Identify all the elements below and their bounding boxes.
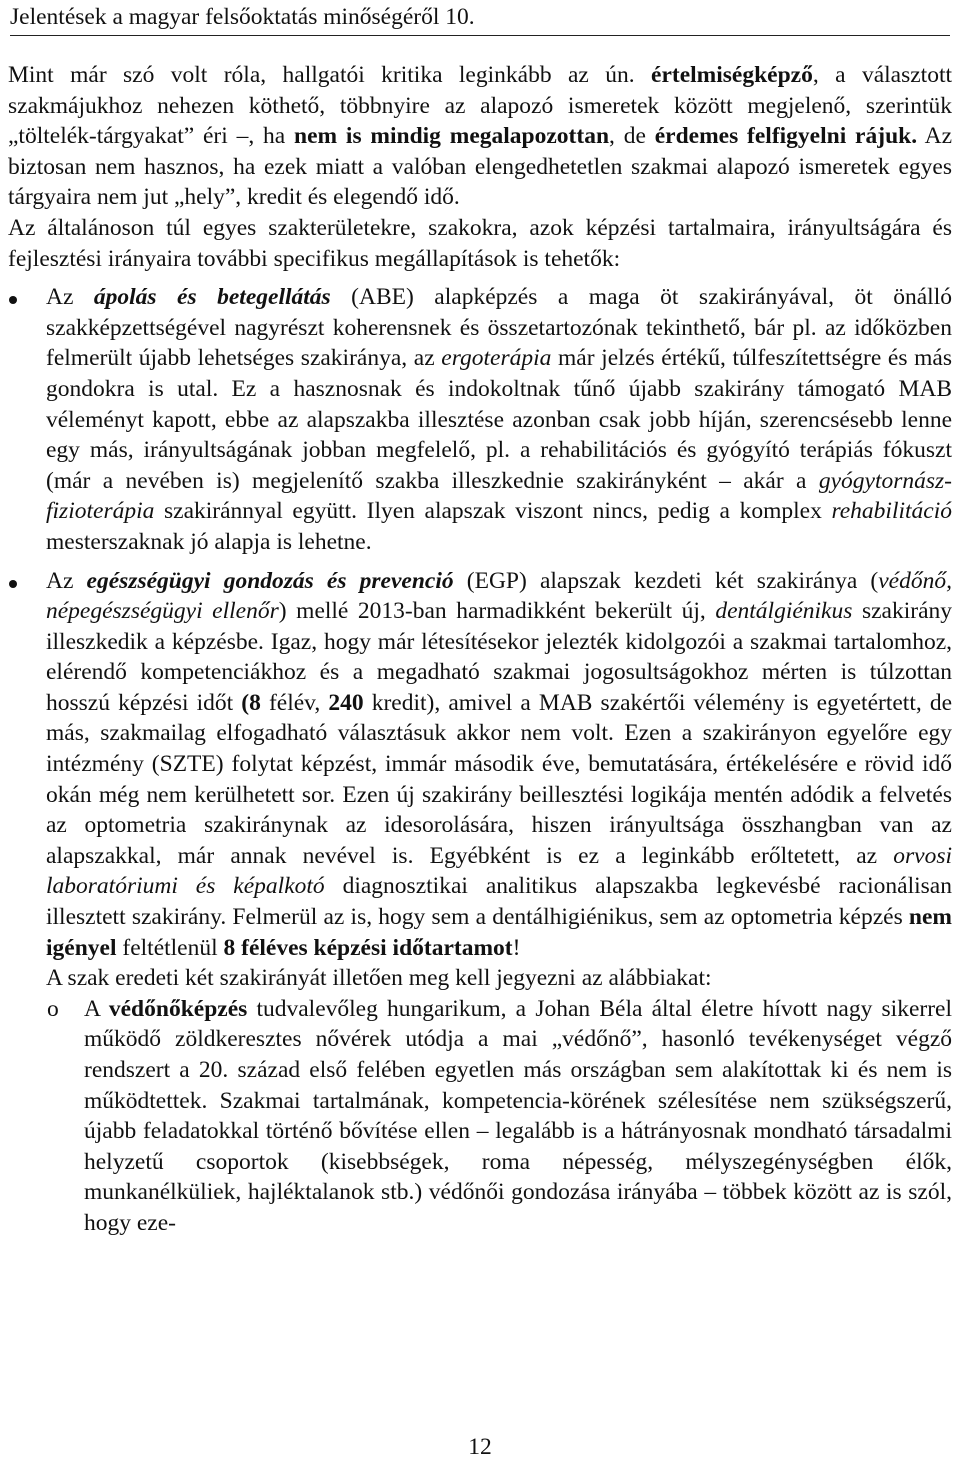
bullet-item-abe bbox=[8, 282, 952, 557]
sub-bullet-item-vedono bbox=[46, 994, 952, 1239]
bullet-text bbox=[46, 282, 952, 557]
bullet-text bbox=[46, 566, 952, 964]
italic-run: rehabilitáció bbox=[831, 498, 952, 525]
bold-run: értelmiségképző bbox=[651, 62, 813, 88]
text-run: ) mellé 2013-ban harmadikként bekerült új, bbox=[278, 598, 716, 625]
text-run: kredit), amivel a MAB szakértői vélemény is egyetértett, de más, szakmailag elfogadható választásuk akkor nem volt. Ezen a szakirányon egyelőre egy intézmény (SZTE) folytat képzést, immár második éve, bemutatására, értékelésére e rövid idő okán még nem kerülhetett sor. Ezen új szakirány beillesztési logikája mentén adódik a felvetés az optometria szakiránynak az idesorolására, hiszen irányultsága összhangban van az alapszakkal, már annak nevével is. Egyébként is ez a leginkább erőltetett, az bbox=[46, 689, 953, 869]
running-header bbox=[10, 0, 950, 36]
bold-run: nem is mindig megalapozottan bbox=[294, 123, 610, 150]
bold-run: 240 bbox=[328, 689, 364, 716]
italic-run: orvosi laboratóriumi és képalkotó bbox=[46, 842, 952, 900]
italic-run: védőnő, népegészségügyi ellenőr bbox=[46, 567, 952, 625]
italic-run: dentálgiénikus bbox=[715, 598, 853, 625]
text-run: Az bbox=[46, 284, 94, 311]
text-run: (ABE) alapképzés a maga öt szakirányával, öt önálló szakképzettségével nagyrészt koherensnek és összetartozónak tekinthető, bár pl. az időközben felmerült újabb lehetséges szakiránya, az bbox=[46, 284, 952, 372]
text-run: Az biztosan nem hasznos, ha ezek miatt a valóban elengedhetetlen szakmai alapozó ismeretek egyes tárgyaira nem jut „hely”, kredit és elegendő idő. bbox=[8, 123, 953, 211]
text-run: diagnosztikai analitikus alapszakba legkevésbé racionálisan illesztett szakirány. Felmerül az is, hogy sem a dentálhigiénikus, sem az optometria képzés bbox=[46, 873, 952, 931]
sub-list-intro: A szak eredeti két szakirányát illetően meg kell jegyezni az alábbiakat: bbox=[46, 965, 712, 992]
text-run: ! bbox=[512, 934, 521, 961]
italic-run: gyógytornász-fizioterápia bbox=[46, 467, 952, 525]
text-run: , de bbox=[609, 123, 655, 150]
circle-bullet-icon: o bbox=[47, 995, 59, 1022]
bold-run: 8 féléves képzési időtartamot bbox=[223, 934, 513, 961]
text-run: A bbox=[84, 995, 109, 1022]
italic-run: ergoterápia bbox=[441, 345, 552, 372]
running-header-title: Jelentések a magyar felsőoktatás minőségéről 10. bbox=[10, 4, 475, 30]
bold-italic-run: egészségügyi gondozás és prevenció bbox=[86, 567, 454, 594]
bullet-icon bbox=[9, 282, 17, 313]
text-run: szakiránnyal együtt. Ilyen alapszak viszont nincs, pedig a komplex bbox=[154, 498, 832, 525]
bold-run: védőnőképzés bbox=[108, 995, 248, 1022]
text-run: (EGP) alapszak kezdeti két szakiránya ( bbox=[453, 567, 879, 594]
text-run: félév, bbox=[260, 689, 329, 716]
text-run: Mint már szó volt róla, hallgatói kritika leginkább az ún. bbox=[8, 62, 652, 88]
text-run: szakirány illeszkedik a képzésbe. Igaz, hogy már létesítésekor jelezték kidolgozói a szakmai tartalomhoz, elérendő kompetenciákhoz és a megadható szakmai jogosultságokhoz mérten is túlzottan hosszú képzési időt bbox=[46, 598, 953, 716]
paragraph-1 bbox=[8, 60, 952, 213]
bold-run: érdemes felfigyelni rájuk. bbox=[654, 123, 918, 150]
document-body bbox=[8, 60, 952, 1239]
page-number: 12 bbox=[468, 1434, 492, 1460]
text-run: mesterszaknak jó alapja is lehetne. bbox=[46, 528, 372, 555]
text-run: , a választott szakmájukhoz nehezen köthető, többnyire az alapozó ismeretek között megjelenő, szerintük „töltelék-tárgyakat” éri –, ha bbox=[8, 62, 953, 150]
paragraph-2: Az általánoson túl egyes szakterületekre, szakokra, azok képzési tartalmaira, irányultságára és fejlesztési irányaira további specifikus megállapítások is tehetők: bbox=[8, 214, 952, 272]
bold-run: nem igényel bbox=[46, 904, 952, 961]
text-run: már jelzés értékű, túlfeszítettségre és más gondokra is utal. Ez a hasznosnak és indokoltnak tűnő újabb szakirány támogató MAB véleményt kapott, ebbe az alapszakba illesztése azonban csak jobb híján, szerencsésebb lenne egy más, irányultságának jobban megfelelő, pl. a rehabilitációs és gyógyító terápiás fókuszt (már a nevében is) megjelenítő szakba illeszkednie szakirányként – akár a bbox=[46, 345, 952, 494]
text-run: feltétlenül bbox=[116, 934, 224, 961]
bullet-icon bbox=[9, 566, 17, 597]
bold-italic-run: ápolás és betegellátás bbox=[93, 284, 331, 311]
sub-bullet-text bbox=[84, 994, 952, 1239]
bold-run: (8 bbox=[241, 689, 261, 716]
bullet-item-egp bbox=[8, 566, 952, 1239]
text-run: Az bbox=[46, 567, 87, 594]
text-run: tudvalevőleg hungarikum, a Johan Béla által életre hívott nagy sikerrel működő zöldkeresztes nővérek utódja a mai „védőnő”, hasonló tevékenységet végző rendszert a 20. század első felében egyetlen más országban sem alakítottak ki és nem is működtettek. Szakmai tartalmának, kompetencia-körének szélesítése nem szükségszerű, újabb feladatokkal történő bővítése ellen – legalább is a hátrányosnak mondható társadalmi helyzetű csoportok (kisebbségek, roma népesség, mélyszegénységben élők, munkanélküliek, hajléktalanok stb.) védőnői gondozása irányába – többek között az is szól, hogy eze- bbox=[84, 995, 952, 1236]
